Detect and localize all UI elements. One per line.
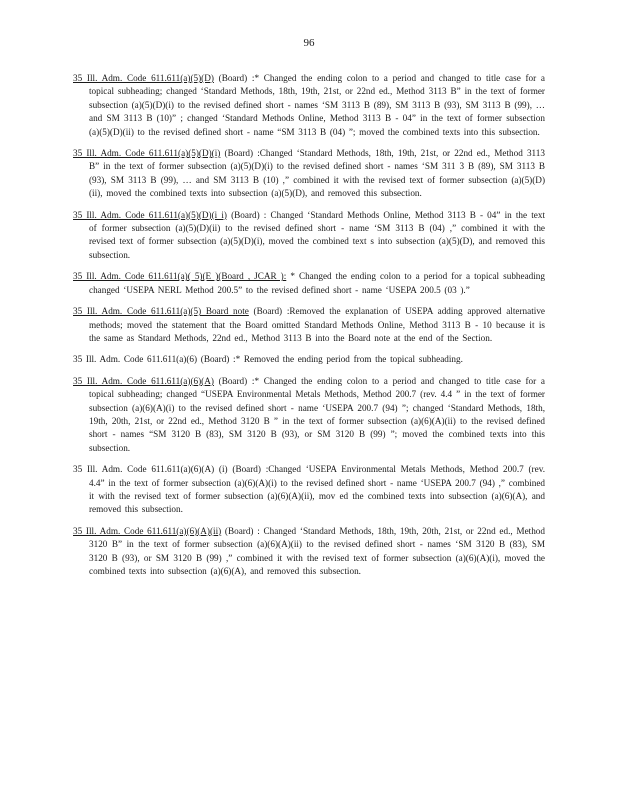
amendment-text: 35 Ill. Adm. Code 611.611(a)(6)(A) (i) (Board) :Changed ‘USEPA Environmental Metals Methods, Method 200.7 (rev. 4.4” in the text of former subsection (a)(6)(A)(i) to the revised defined short - name ‘USEPA 200.7 (94) ,” combined it with the revised text of former subsection (a)(6)(A)(ii), mov ed the combined texts into subsection (a)(6)(A), and removed this subsection.: [73, 464, 545, 515]
amendment-text: (Board) :Changed ‘Standard Methods, 18th, 19th, 21st, or 22nd ed., Method 3113 B” in the text of former subsection (a)(5)(D)(i) to the revised defined short - names ‘SM 311 3 B (89), SM 3113 B (93), SM 3113 B (99), … and SM 3113 B (10) ,” combined it with the revised text of former subsection (a)(5)(D)(ii), moved the combined texts into subsection (a)(5)(D), and removed this subsection.: [89, 148, 545, 199]
amendment-entry: [73, 353, 545, 366]
amendment-text: (Board) : Changed ‘Standard Methods Online, Method 3113 B - 04” in the text of former subsection (a)(5)(D)(ii) to the revised defined short - name ‘SM 3113 B (04) ,” combined it with the revised text of former subsection (a)(5)(D)(i), moved the combined text s into subsection (a)(5)(D), and removed this subsection.: [89, 209, 545, 260]
amendment-entry: [73, 375, 545, 455]
amendment-entry: [73, 525, 545, 579]
amendment-text: * Changed the ending colon to a period for a topical subheading changed ‘USEPA NERL Method 200.5” to the revised defined short - name ‘USEPA 200.5 (03 ).”: [89, 271, 545, 295]
amendment-text: (Board) :Removed the explanation of USEPA adding approved alternative methods; moved the statement that the Board omitted Standard Methods Online, Method 3113 B - 10 because it is the same as Standard Methods, 22nd ed., Method 3113 B into the Board note at the end of the Section.: [89, 306, 545, 343]
page-number: 96: [303, 37, 315, 49]
citation: 35 Ill. Adm. Code 611.611(a)(5)(D): [73, 73, 214, 83]
amendment-entry: [73, 270, 545, 297]
citation: 35 Ill. Adm. Code 611.611(a)(6)(A): [73, 375, 214, 386]
amendment-text: 35 Ill. Adm. Code 611.611(a)(6) (Board) :* Removed the ending period from the topical subheading.: [73, 354, 463, 365]
amendment-entry: [73, 72, 545, 139]
citation: 35 Ill. Adm. Code 611.611(a)(5)(D)(i i): [73, 209, 227, 220]
citation: 35 Ill. Adm. Code 611.611(a)(5) Board note: [73, 306, 249, 317]
amendment-entry: [73, 463, 545, 517]
citation: 35 Ill. Adm. Code 611.611(a)(6)(A)(ii): [73, 525, 222, 536]
amendment-text: (Board) : Changed ‘Standard Methods, 18th, 19th, 20th, 21st, or 22nd ed., Method 3120 B” in the text of former subsection (a)(6)(A)(ii) to the revised defined short - names ‘SM 3120 B (83), SM 3120 B (93), or SM 3120 B (99) ,” combined it with the revised text of former subsection (a)(6)(A)(i), moved the combined texts into subsection (a)(6)(A), and removed this subsection.: [89, 525, 545, 576]
amendment-text: (Board) :* Changed the ending colon to a period and changed to title case for a topical subheading; changed “USEPA Environmental Metals Methods, Method 200.7 (rev. 4.4 ” in the text of former subsection (a)(6)(A)(i) to the revised defined short - name ‘USEPA 200.7 (94) ”; changed ‘Standard Methods, 18th, 19th, 20th, 21st, or 22nd ed., Method 3120 B ” in the text of former subsection (a)(6)(A)(ii) to the revised defined short - names “SM 3120 B (83), SM 3120 B (93), or SM 3120 B (99) ”; moved the combined texts into this subsection.: [89, 375, 545, 453]
amendment-entry: [73, 147, 545, 201]
amendment-entry: [73, 305, 545, 345]
amendment-text: (Board) :* Changed the ending colon to a period and changed to title case for a topical subheading; changed ‘Standard Methods, 18th, 19th, 21st, or 22nd ed., Method 3113 B” in the text of former subsection (a)(5)(D)(i) to the revised defined short - names ‘SM 3113 B (89), SM 3113 B (93), SM 3113 B (99), … and SM 3113 B (10)” ; changed ‘Standard Methods Online, Method 3113 B - 04” in the text of former subsection (a)(5)(D)(ii) to the revised defined short - name “SM 3113 B (04) ”; moved the combined texts into this subsection.: [89, 73, 545, 137]
citation: 35 Ill. Adm. Code 611.611(a)(5)(D)(i): [73, 148, 221, 159]
citation: 35 Ill. Adm. Code 611.611(a)( 5)(E )(Board , JCAR ):: [73, 271, 287, 282]
amendment-list: [73, 72, 545, 586]
amendment-entry: [73, 209, 545, 263]
